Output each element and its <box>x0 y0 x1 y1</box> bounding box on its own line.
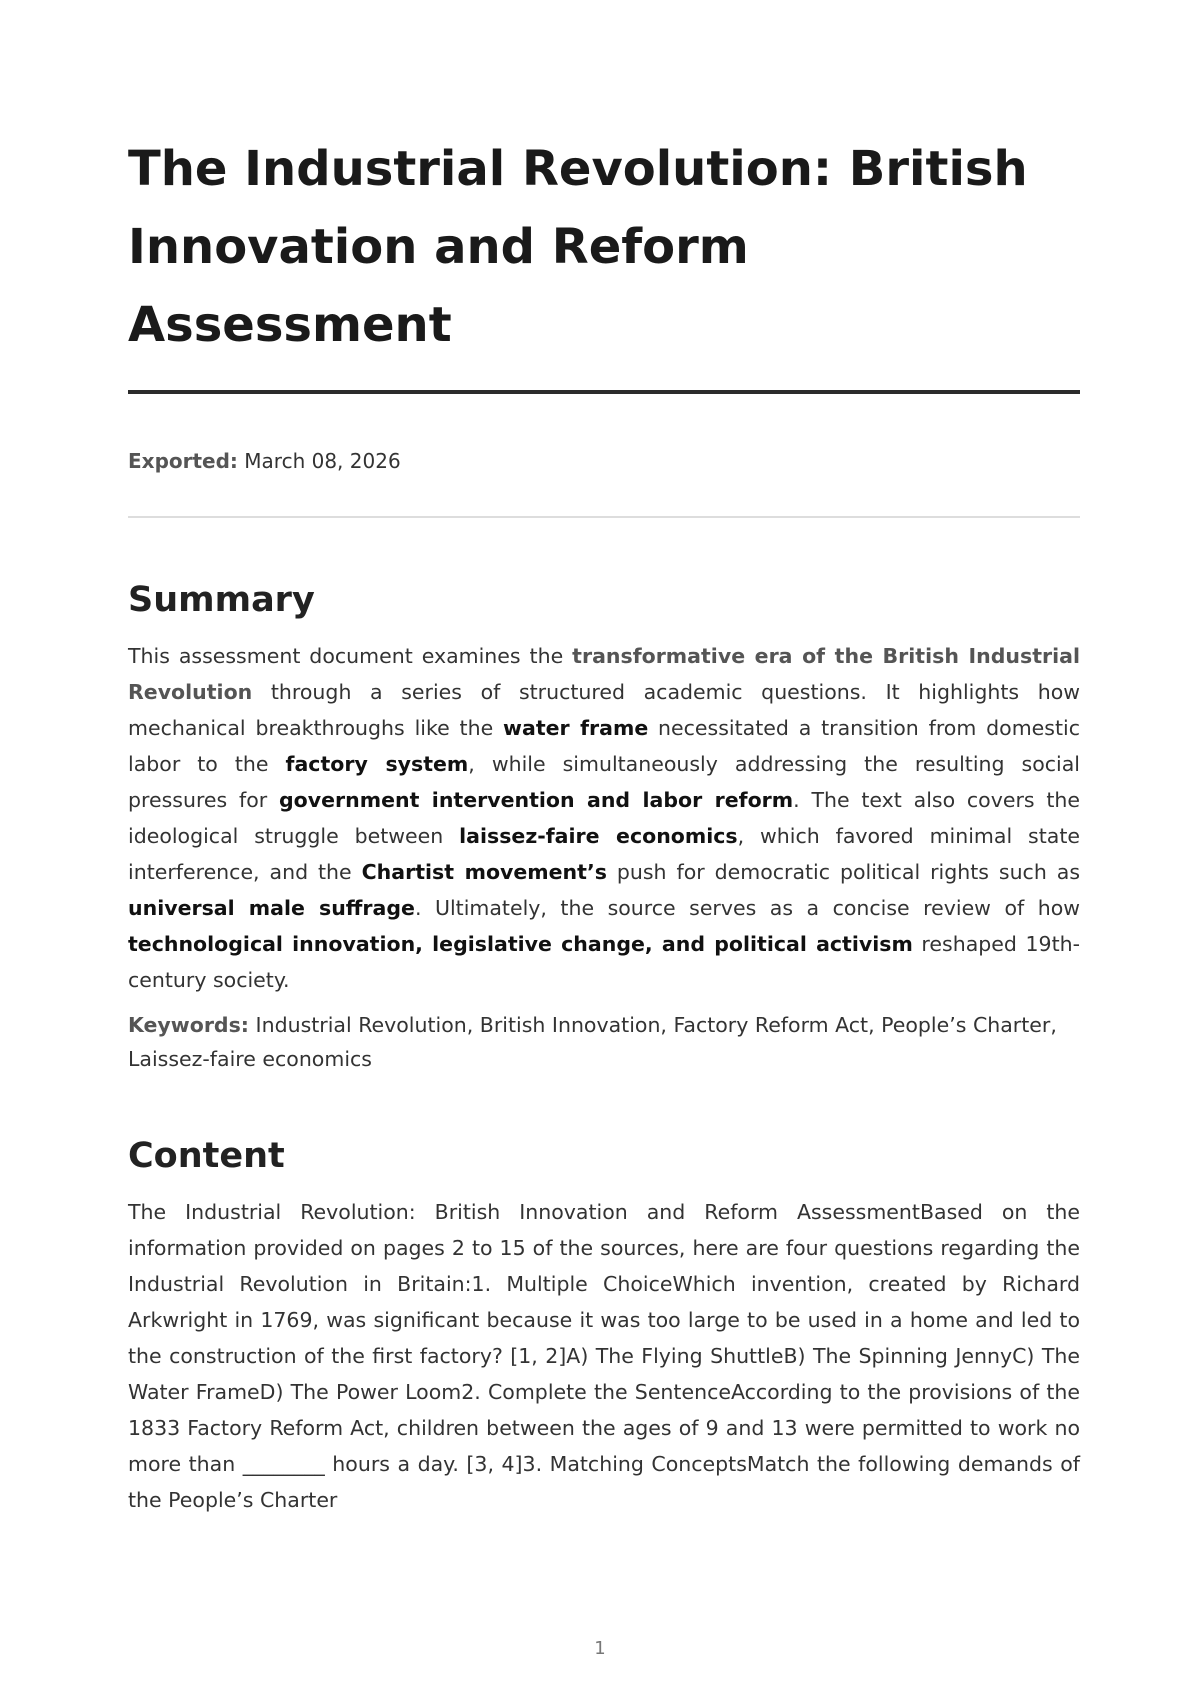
summary-emphasis: technological innovation, legislative change, and political activism <box>128 932 913 956</box>
summary-text: reshaped 19th-century society. <box>128 932 1080 992</box>
summary-emphasis: laissez-faire economics <box>459 824 738 848</box>
keywords-label: Keywords: <box>128 1013 249 1037</box>
summary-text: push for democratic political rights such as <box>606 860 1080 884</box>
page-number: 1 <box>594 1638 606 1659</box>
exported-date: March 08, 2026 <box>244 449 401 473</box>
summary-emphasis: universal male suffrage <box>128 896 415 920</box>
summary-text: . The text also covers the ideological struggle between <box>128 788 1080 848</box>
summary-emphasis: government intervention and labor reform <box>279 788 794 812</box>
summary-text: through a series of structured academic questions. It highlights how mechanical breakthroughs like the <box>128 680 1080 740</box>
document-title: The Industrial Revolution: British Innovation and Reform Assessment <box>128 141 1028 353</box>
summary-emphasis: water frame <box>503 716 649 740</box>
keywords-value: Industrial Revolution, British Innovation, Factory Reform Act, People’s Charter, Laissez-faire economics <box>128 1013 1057 1071</box>
exported-label: Exported: <box>128 449 238 473</box>
title-divider <box>128 390 1080 394</box>
summary-emphasis: factory system <box>285 752 469 776</box>
export-metadata <box>128 446 1080 476</box>
summary-emphasis: transformative era of the British Industrial Revolution <box>128 644 1080 704</box>
content-paragraph: The Industrial Revolution: British Innovation and Reform AssessmentBased on the information provided on pages 2 to 15 of the sources, here are four questions regarding the Industrial Revolution in Britain:1. Multiple ChoiceWhich invention, created by Richard Arkwright in 1769, was significant because it was too large to be used in a home and led to the construction of the first factory? [1, 2]A) The Flying ShuttleB) The Spinning JennyC) The Water FrameD) The Power Loom2. Complete the SentenceAccording to the provisions of the 1833 Factory Reform Act, children between the ages of 9 and 13 were permitted to work no more than ________ hours a day. [3, 4]3. Matching ConceptsMatch the following demands of the People’s Charter <box>128 1200 1080 1512</box>
summary-heading: Summary <box>128 580 315 620</box>
summary-text: necessitated a transition from domestic labor to the <box>128 716 1080 776</box>
keywords-line <box>128 1008 1080 1076</box>
summary-text: This assessment document examines the <box>128 644 573 668</box>
summary-text: , while simultaneously addressing the resulting social pressures for <box>128 752 1081 812</box>
content-heading: Content <box>128 1136 285 1176</box>
summary-text: . Ultimately, the source serves as a concise review of how <box>414 896 1081 920</box>
summary-emphasis: Chartist movement’s <box>361 860 607 884</box>
summary-paragraph <box>128 638 1080 998</box>
summary-text: , which favored minimal state interference, and the <box>128 824 1080 884</box>
document-page <box>128 130 1080 1518</box>
metadata-divider <box>128 516 1080 518</box>
